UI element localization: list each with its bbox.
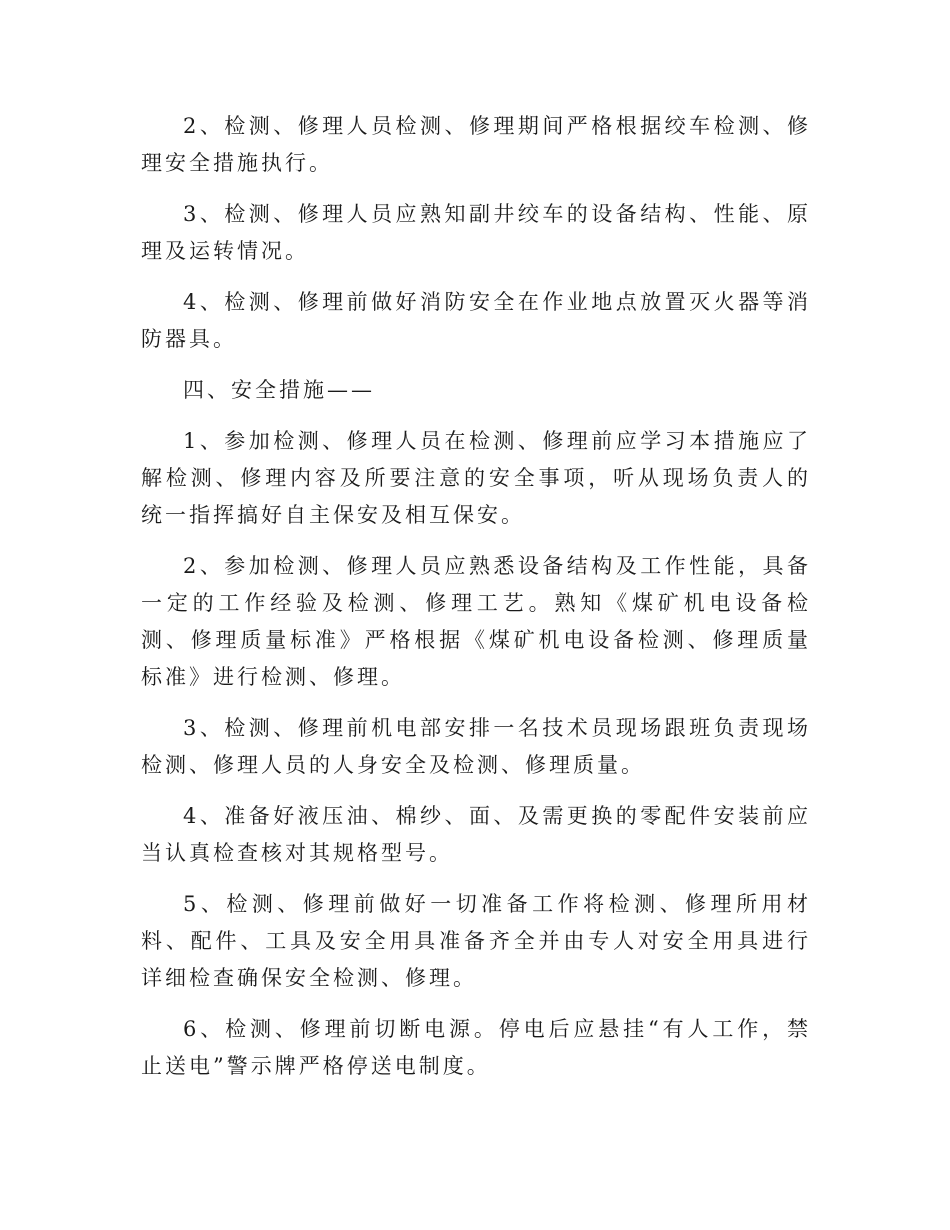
paragraph-measure-3: 3、检测、修理前机电部安排一名技术员现场跟班负责现场检测、修理人员的人身安全及检测、修理质量。 bbox=[141, 716, 811, 777]
paragraph-item-3-knowledge: 3、检测、修理人员应熟知副井绞车的设备结构、性能、原理及运转情况。 bbox=[141, 202, 811, 263]
section-heading-safety-measures: 四、安全措施—— bbox=[183, 378, 375, 402]
document-body bbox=[141, 108, 811, 1085]
paragraph-item-4-fire-safety: 4、检测、修理前做好消防安全在作业地点放置灭火器等消防器具。 bbox=[141, 290, 811, 351]
paragraph-item-2-execution: 2、检测、修理人员检测、修理期间严格根据绞车检测、修理安全措施执行。 bbox=[141, 114, 811, 175]
paragraph-measure-1: 1、参加检测、修理人员在检测、修理前应学习本措施应了解检测、修理内容及所要注意的安全事项，听从现场负责人的统一指挥搞好自主保安及相互保安。 bbox=[141, 429, 811, 527]
paragraph-measure-2: 2、参加检测、修理人员应熟悉设备结构及工作性能，具备一定的工作经验及检测、修理工艺。熟知《煤矿机电设备检测、修理质量标准》严格根据《煤矿机电设备检测、修理质量标准》进行检测、修理。 bbox=[141, 554, 811, 689]
paragraph-measure-5: 5、检测、修理前做好一切准备工作将检测、修理所用材料、配件、工具及安全用具准备齐全并由专人对安全用具进行详细检查确保安全检测、修理。 bbox=[141, 892, 811, 990]
paragraph-measure-6: 6、检测、修理前切断电源。停电后应悬挂“有人工作，禁止送电”警示牌严格停送电制度。 bbox=[141, 1017, 811, 1078]
paragraph-measure-4: 4、准备好液压油、棉纱、面、及需更换的零配件安装前应当认真检查核对其规格型号。 bbox=[141, 804, 811, 865]
